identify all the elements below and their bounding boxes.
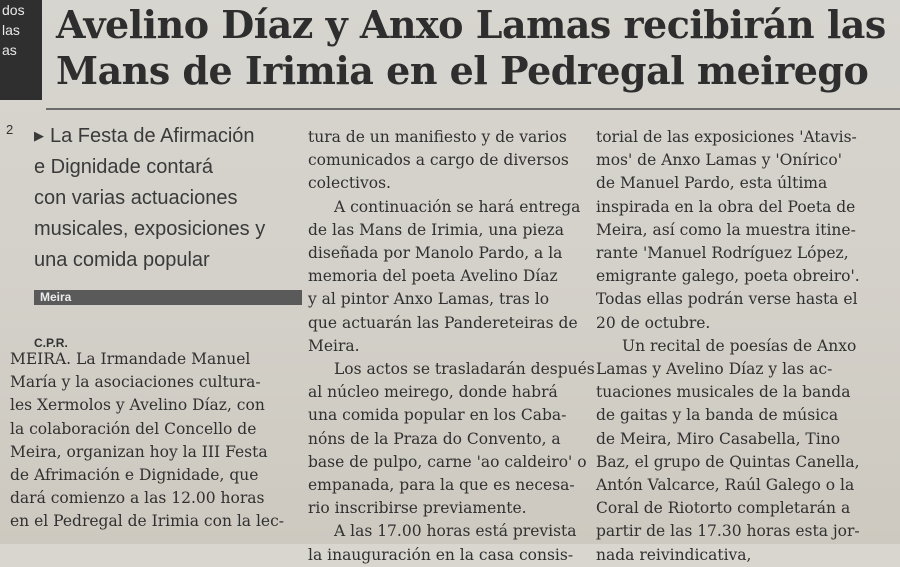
section-label-bar	[34, 290, 302, 305]
text-line: la colaboración del Concello de	[10, 419, 257, 438]
byline: C.P.R.	[34, 336, 68, 350]
edge-fragment: as	[2, 42, 17, 58]
edge-number: 2	[6, 122, 14, 137]
headline	[56, 2, 896, 94]
text-line: una comida popular en los Caba-	[308, 406, 567, 425]
subhead-line: musicales, exposiciones y	[34, 218, 266, 240]
subhead-line: e Dignidade contará	[34, 156, 214, 178]
text-line: rante 'Manuel Rodríguez López,	[596, 244, 849, 263]
text-line: base de pulpo, carne 'ao caldeiro' o	[308, 452, 587, 471]
headline-line: Mans de Irimia en el Pedregal meirego	[56, 48, 869, 93]
text-line: mos' de Anxo Lamas y 'Onírico'	[596, 151, 842, 170]
text-line: Meira, organizan hoy la III Festa	[10, 442, 268, 461]
text-line: A continuación se hará entrega	[334, 197, 581, 216]
text-line: torial de las exposiciones 'Atavis-	[596, 128, 857, 146]
text-line: Coral de Riotorto completarán a	[596, 499, 851, 518]
text-line: al núcleo meirego, donde habrá	[308, 383, 558, 402]
text-line: colectivos.	[308, 174, 391, 193]
text-line: comunicados a cargo de diversos	[308, 151, 569, 170]
text-line: Los actos se trasladarán después	[334, 360, 595, 379]
text-line: emigrante galego, poeta obreiro'.	[596, 267, 860, 286]
article-column-2	[308, 126, 595, 567]
section-label: Meira	[40, 290, 72, 304]
text-line: 20 de octubre.	[596, 313, 711, 332]
subhead-line: una comida popular	[34, 249, 210, 271]
triangle-bullet-icon: ▶	[34, 128, 44, 143]
text-line: Un recital de poesías de Anxo	[622, 336, 857, 355]
subhead-line: con varias actuaciones	[34, 187, 238, 209]
text-line: María y la asociaciones cultura-	[10, 373, 261, 392]
text-line: de Manuel Pardo, esta última	[596, 174, 828, 193]
text-line: les Xermolos y Avelino Díaz, con	[10, 396, 265, 415]
text-line: de las Mans de Irimia, una pieza	[308, 220, 564, 239]
text-line: Antón Valcarce, Raúl Galego o la	[596, 476, 855, 495]
text-line: y al pintor Anxo Lamas, tras lo	[308, 290, 550, 309]
text-line: nóns de la Praza do Convento, a	[308, 429, 561, 448]
text-line: que actuarán las Pandereteiras de	[308, 313, 578, 332]
text-line: Todas ellas podrán verse hasta el	[596, 290, 858, 309]
text-line: tuaciones musicales de la banda	[596, 383, 851, 402]
text-line: MEIRA. La Irmandade Manuel	[10, 350, 251, 368]
headline-line: Avelino Díaz y Anxo Lamas recibirán las	[56, 2, 886, 47]
text-line: Meira, así como la muestra itine-	[596, 220, 856, 239]
text-line: Lamas y Avelino Díaz y las ac-	[596, 360, 833, 379]
text-line: tura de un manifiesto y de varios	[308, 128, 567, 146]
text-line: de Meira, Miro Casabella, Tino	[596, 429, 841, 448]
text-line: Meira.	[308, 336, 360, 355]
text-line: memoria del poeta Avelino Díaz	[308, 267, 558, 286]
subhead-line: ▶ La Festa de Afirmación	[34, 125, 255, 147]
article-column-3	[596, 126, 896, 567]
adjacent-column-edge	[0, 0, 42, 100]
text-line: de Afrimación e Dignidade, que	[10, 466, 259, 485]
text-line: la inauguración en la casa consis-	[308, 545, 574, 564]
edge-fragment: dos	[2, 2, 25, 18]
text-line: A las 17.00 horas está prevista	[334, 522, 577, 541]
edge-fragment: las	[2, 22, 20, 38]
subheadline	[34, 120, 304, 276]
headline-divider	[46, 108, 900, 110]
text-line: de gaitas y la banda de música	[596, 406, 839, 425]
text-line: inspirada en la obra del Poeta de	[596, 197, 856, 216]
text-line: en el Pedregal de Irimia con la lec-	[10, 512, 285, 531]
text-line: diseñada por Manolo Pardo, a la	[308, 244, 563, 263]
text-line: nada reivindicativa,	[596, 545, 752, 564]
text-line: dará comienzo a las 12.00 horas	[10, 489, 265, 508]
text-line: Baz, el grupo de Quintas Canella,	[596, 452, 860, 471]
text-line: partir de las 17.30 horas esta jor-	[596, 522, 860, 541]
text-line: empanada, para la que es necesa-	[308, 476, 575, 495]
text-line: rio inscribirse previamente.	[308, 499, 527, 518]
article-column-1	[10, 348, 302, 534]
